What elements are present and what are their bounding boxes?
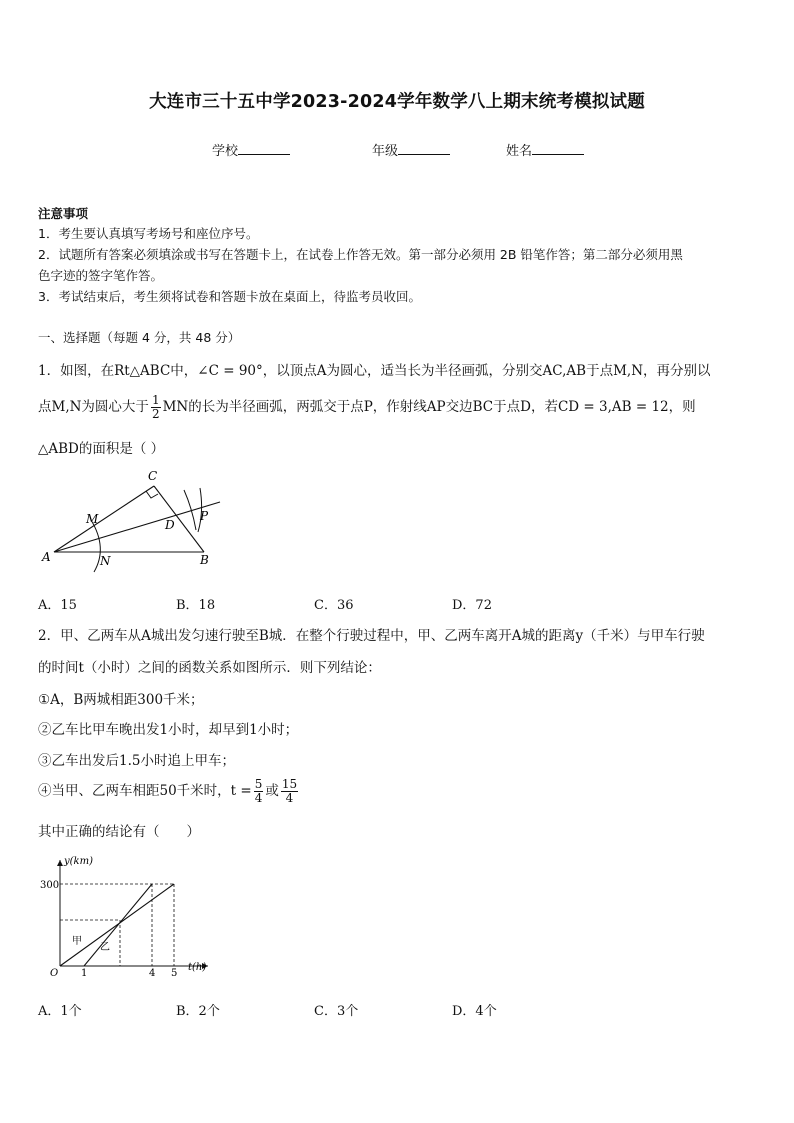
school-label: 学校 (212, 144, 239, 159)
school-field (212, 140, 290, 159)
name-field (506, 140, 584, 159)
q2-statement-1: ①A，B两城相距300千米； (38, 692, 204, 708)
q1-triangle-figure (36, 468, 236, 576)
x-tick-1: 1 (81, 968, 88, 978)
x-tick-4: 4 (149, 968, 156, 978)
notice-item: 2．试题所有答案必须填涂或书写在答题卡上，在试卷上作答无效。第一部分必须用 2B 铅笔作答；第二部分必须用黑 (38, 247, 683, 262)
label-jia: 甲 (72, 936, 82, 947)
y-tick-300: 300 (40, 880, 60, 891)
name-label: 姓名 (506, 144, 533, 159)
q2-statement-2: ②乙车比甲车晚出发1小时，却早到1小时； (38, 722, 299, 738)
q2-s4-or: 或 (265, 783, 279, 799)
q2-s4-text: ④当甲、乙两车相距50千米时，t = (38, 783, 252, 799)
q2-line1: 2．甲、乙两车从A城出发匀速行驶至B城．在整个行驶过程中，甲、乙两车离开A城的距离y（千米）与甲车行驶 (38, 628, 705, 644)
side-AC (54, 486, 154, 552)
q1-line1: 1．如图，在Rt△ABC中，∠C = 90°，以顶点A为圆心，适当长为半径画弧，分别交AC,AB于点M,N，再分别以 (38, 363, 711, 379)
frac-numerator: 1 (151, 393, 160, 407)
fraction-5-4 (254, 778, 264, 805)
notice-item: 1．考生要认真填写考场号和座位序号。 (38, 226, 259, 241)
notice-item: 色字迹的签字笔作答。 (38, 268, 164, 283)
label-D: D (165, 518, 175, 532)
q2-distance-time-graph (36, 852, 216, 978)
frac-denominator: 2 (151, 407, 160, 421)
notice-item: 3．考试结束后，考生须将试卷和答题卡放在桌面上，待监考员收回。 (38, 289, 421, 304)
frac-numerator: 5 (254, 777, 263, 791)
x-axis-label: t(h) (188, 962, 207, 973)
notice-heading: 注意事项 (38, 206, 89, 221)
school-blank[interactable] (238, 142, 290, 155)
section-heading: 一、选择题（每题 4 分，共 48 分） (38, 330, 241, 345)
page-title: 大连市三十五中学2023-2024学年数学八上期末统考模拟试题 (149, 92, 645, 112)
grade-label: 年级 (372, 144, 399, 159)
q2-option-b[interactable]: B．2个 (176, 1004, 220, 1019)
label-M: M (86, 512, 99, 526)
line-jia (60, 884, 174, 966)
q2-option-a[interactable]: A．1个 (38, 1004, 82, 1019)
side-CB (154, 486, 204, 552)
arc-MN (91, 520, 100, 572)
q1-line3: △ABD的面积是（ ） (38, 441, 165, 457)
label-N: N (100, 554, 111, 568)
q2-statement-3: ③乙车出发后1.5小时追上甲车； (38, 753, 235, 769)
q1-option-c[interactable]: C．36 (314, 598, 354, 613)
q1-option-a[interactable]: A．15 (38, 598, 77, 613)
frac-denominator: 4 (285, 791, 294, 805)
q1-option-d[interactable]: D．72 (452, 598, 492, 613)
origin-label: O (50, 968, 59, 978)
q2-prompt: 其中正确的结论有（ ） (38, 824, 200, 840)
grade-blank[interactable] (398, 142, 450, 155)
q1-option-b[interactable]: B．18 (176, 598, 216, 613)
x-tick-5: 5 (171, 968, 178, 978)
fraction-15-4 (281, 778, 298, 805)
y-axis-arrow (57, 860, 63, 866)
line-yi (84, 884, 152, 966)
label-A: A (42, 550, 51, 564)
q1-line2-a: 点M,N为圆心大于 (38, 399, 149, 415)
q2-line2: 的时间t（小时）之间的函数关系如图所示．则下列结论： (38, 660, 381, 676)
y-axis-label: y(km) (64, 856, 93, 867)
grade-field (372, 140, 450, 159)
frac-numerator: 15 (281, 777, 298, 791)
label-P: P (200, 509, 209, 523)
q1-line2 (38, 394, 696, 421)
label-C: C (148, 469, 158, 483)
half-fraction (151, 394, 161, 421)
q2-option-c[interactable]: C．3个 (314, 1004, 359, 1019)
label-B: B (200, 553, 209, 567)
name-blank[interactable] (532, 142, 584, 155)
q2-option-d[interactable]: D．4个 (452, 1004, 497, 1019)
label-yi: 乙 (100, 942, 110, 953)
q2-statement-4 (38, 778, 300, 805)
frac-denominator: 4 (254, 791, 263, 805)
q1-line2-b: MN的长为半径画弧，两弧交于点P，作射线AP交边BC于点D，若CD = 3,AB = 12，则 (162, 399, 696, 415)
right-angle-mark (146, 491, 158, 498)
